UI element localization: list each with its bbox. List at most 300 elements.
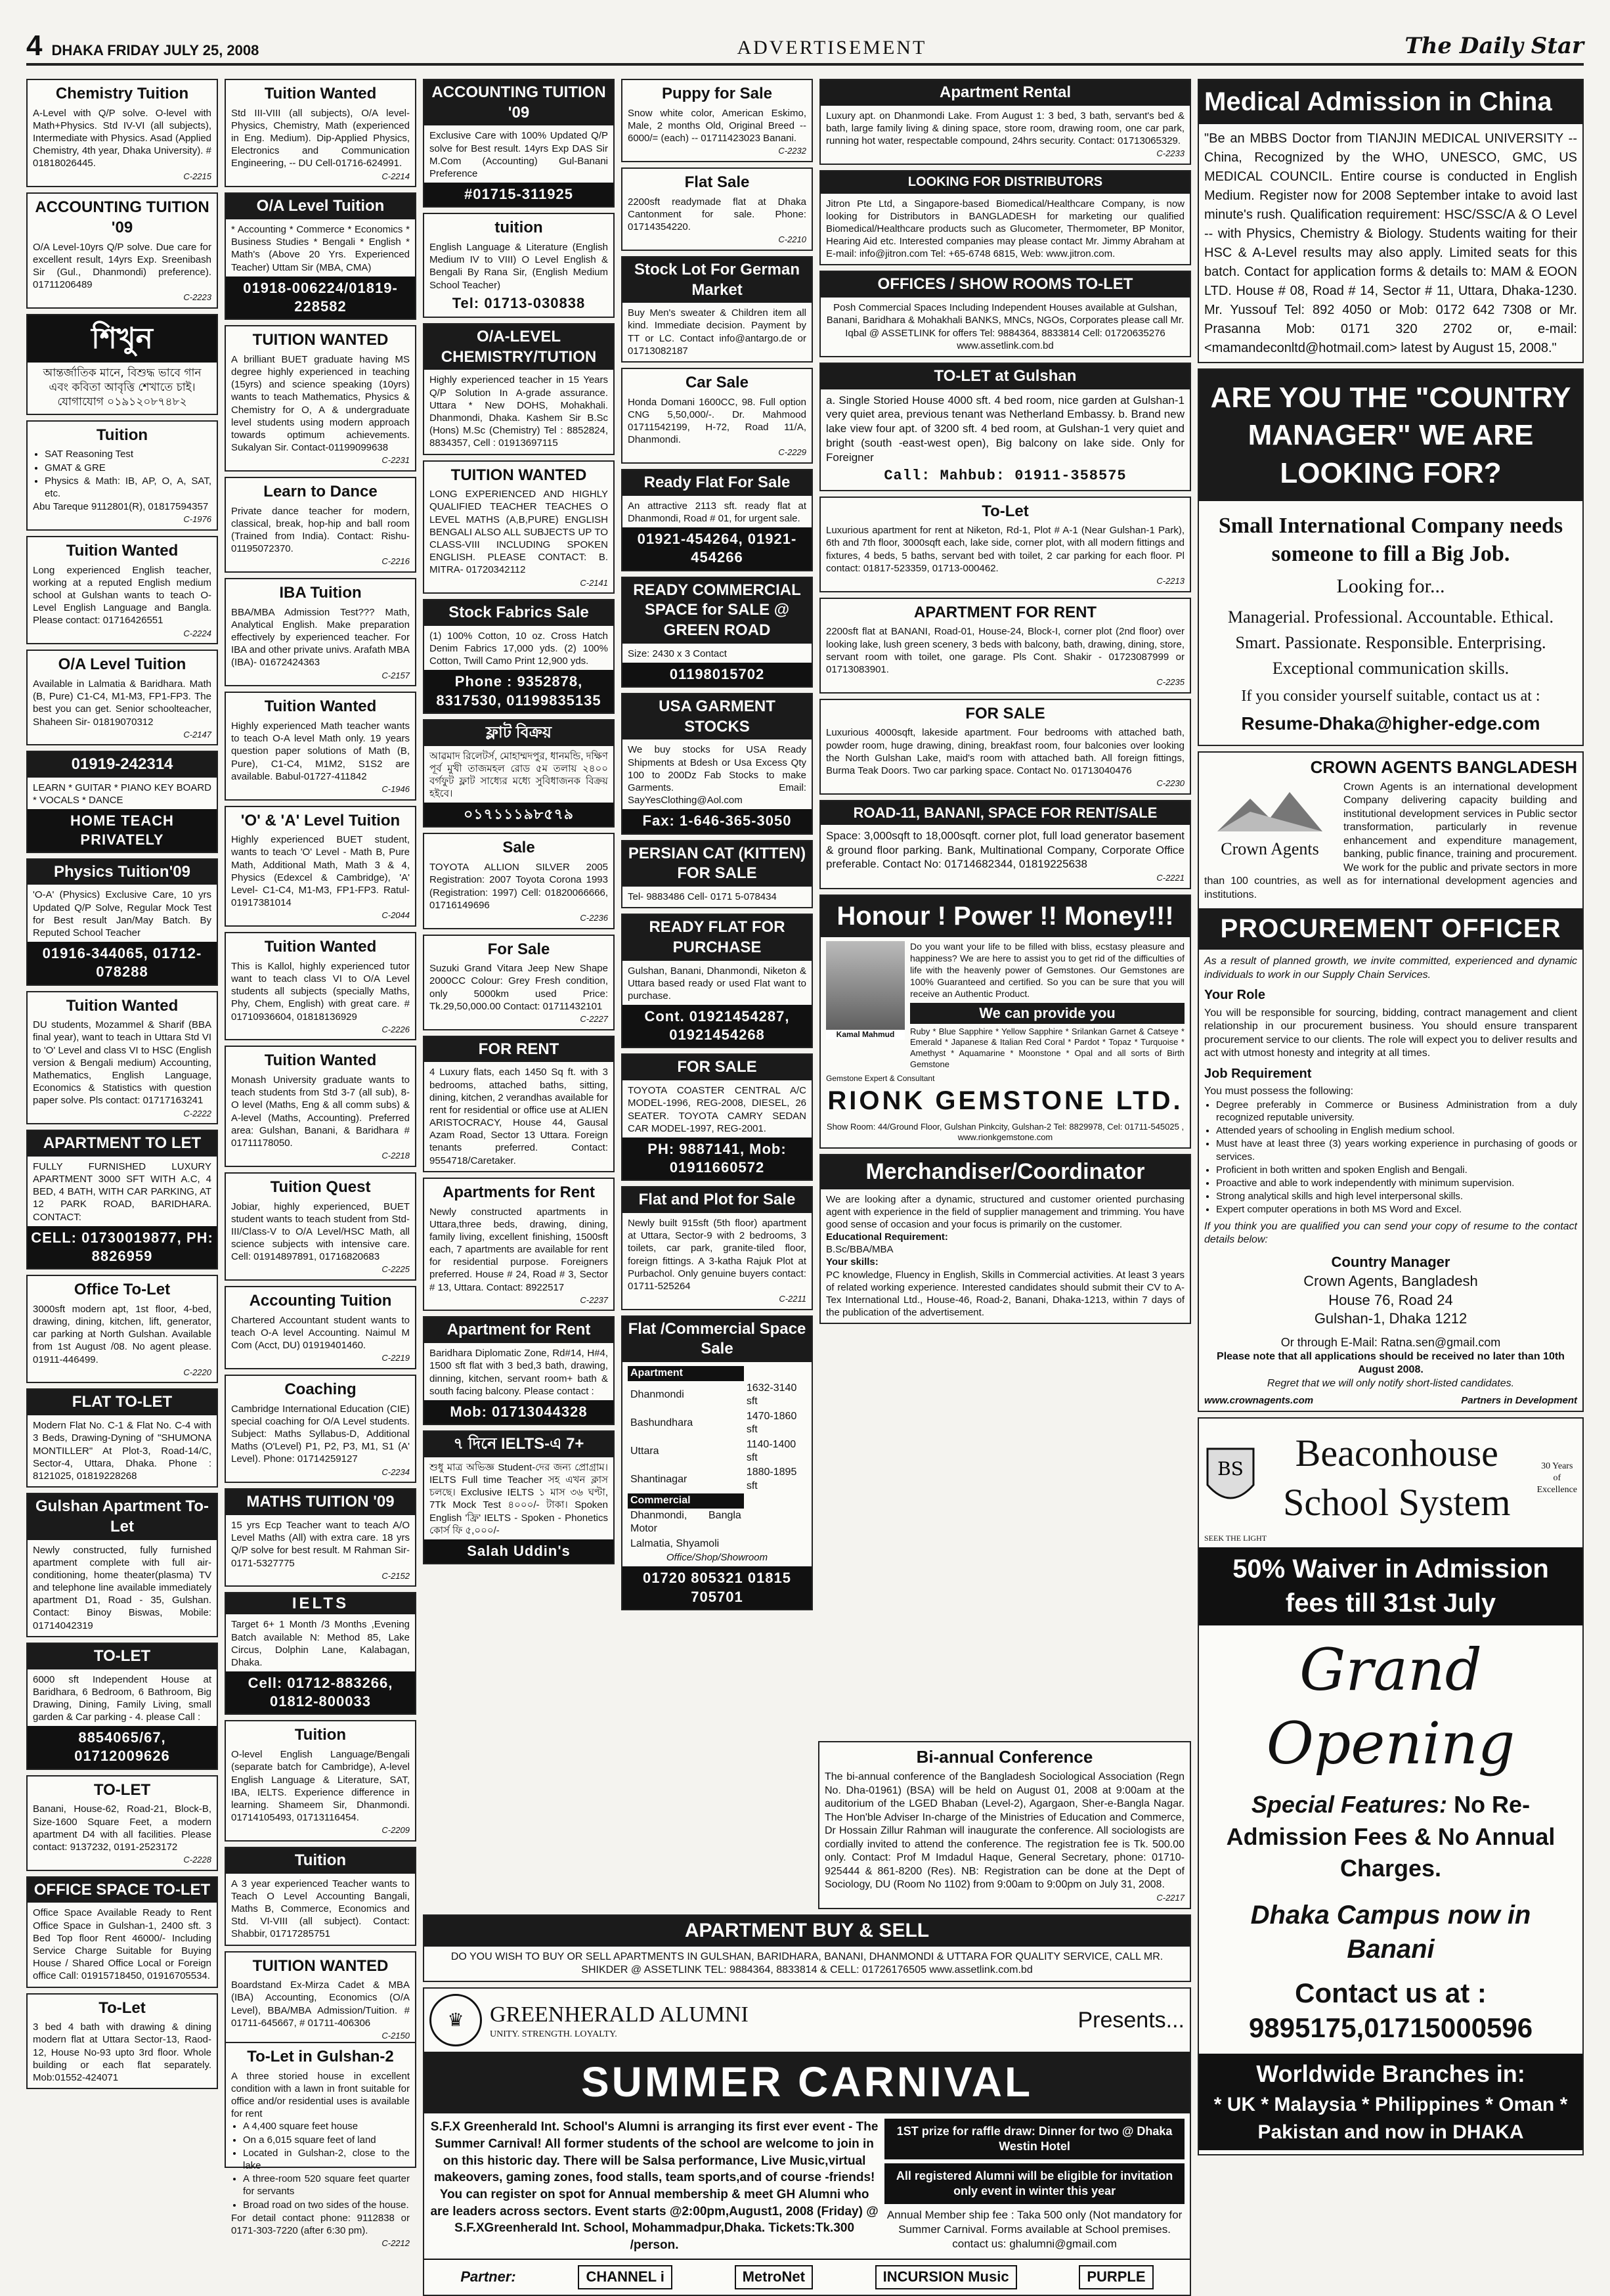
classified-ad[interactable] — [423, 599, 615, 714]
ad-title: শিখুন — [28, 315, 217, 363]
table-row — [628, 1438, 806, 1466]
classified-ad[interactable] — [621, 1053, 813, 1181]
ad-body: (1) 100% Cotton, 10 oz. Cross Hatch Denim Fabrics 17,000 yds. (2) 100% Cotton, Twill Camo Print 12,900 yds. — [429, 630, 608, 667]
table-cell: Shantinagar — [630, 1473, 687, 1485]
ad-title: TUITION WANTED — [252, 331, 389, 349]
skills-label: Your skills: — [826, 1256, 879, 1268]
ad-title: Coaching — [284, 1380, 357, 1398]
ad-body: a. Single Storied House 4000 sft. 4 bed room, nice garden at Gulshan-1 very quiet area, previous tenant was Netherland Embassy. b. Brand new lake view four apt. of 3200 sft. 4 bed room, at Gulshan-1 very quiet and bright (south -east-west open), Big balcony on lake side. Only for Foreigner — [826, 393, 1185, 464]
classified-ad[interactable] — [26, 1993, 218, 2090]
ad-title: Flat Sale — [684, 173, 750, 191]
ad-code: C-2210 — [778, 234, 806, 245]
honour-body — [821, 937, 1190, 1074]
school-name: GREENHERALD ALUMNI — [490, 2002, 749, 2027]
ad-body: Tel- 9883486 Cell- 0171 5-078434 — [628, 891, 777, 902]
classified-ad[interactable] — [423, 719, 615, 828]
ad-body: A-Level with Q/P solve. O-level with Math+Physics. Std IV-VI (all subjects), Intermediate with Physics. Asad (Applied Chemistry, 4th year, Dhaka University). # 01818026445. — [33, 107, 211, 169]
list-item: • Physics & Math: IB, AP, O, A, SAT, etc. — [45, 475, 211, 500]
ad-phone: Cell: 01712-883266, 01812-800033 — [226, 1671, 415, 1713]
ad-code: C-2217 — [1156, 1893, 1185, 1903]
ad-title: ফ্লাট বিক্রয় — [424, 720, 613, 746]
ad-title: TO-LET at Gulshan — [821, 364, 1190, 389]
ad-title: IBA Tuition — [279, 584, 362, 602]
crown-address — [1204, 1253, 1577, 1328]
table-cell: Dhanmondi, Bangla Motor — [630, 1509, 741, 1535]
ad-contact: For detail contact phone: 9112838 or 0171-303-7220 (after 6:30 pm). — [231, 2212, 410, 2236]
ad-phone: 01916-344065, 01712-078288 — [28, 942, 217, 984]
ad-body: Chartered Accountant student wants to teach O-A level Accounting. Naimul M Com (Acct, DU) 01919401460. — [231, 1314, 410, 1352]
beacon-motto: SEEK THE LIGHT — [1204, 1533, 1267, 1543]
post-sub: As a result of planned growth, we invite committed, experienced and dynamic individuals to work in our Supply Chain Services. — [1204, 956, 1577, 981]
school-name-block — [490, 2000, 749, 2041]
crown-email[interactable]: Or through E-Mail: Ratna.sen@gmail.com — [1280, 1335, 1501, 1349]
ad-body: This is Kallol, highly experienced tutor want to teach class VI to O/A Level students all subjects (specially Maths, Phy, Chem, English) with great care. # 01710936604, 01818136929 — [231, 960, 410, 1023]
branches-list: * UK * Malaysia * Philippines * Oman * Pakistan and now in DHAKA — [1213, 2093, 1568, 2143]
ad-title: TO-LET — [28, 1644, 217, 1669]
classified-ad[interactable] — [225, 806, 416, 927]
ad-title: To-Let in Gulshan-2 — [247, 2048, 394, 2065]
table-cell — [744, 1366, 806, 1380]
table-cell: Apartment — [628, 1366, 744, 1380]
ad-body: Jitron Pte Ltd, a Singapore-based Biomedical/Healthcare Company, is now looking for Distributors in BANGLADESH for marketing our qualified Biomedical/Healthcare products such as Glucometer, Thermometer, BP Monitor, Hearing Aid etc. Interested companies may please contact Mr. Jimmy Abraham at E-mail: info@jitron.com Tel: +65-6748 6815, Web: www.jitron.com. — [826, 198, 1185, 260]
carnival-header — [424, 1989, 1190, 2052]
ad-body: English Language & Literature (English Medium IV to VIII) O Level English & Bengali By Rana Sir, (English Medium School Teacher) — [429, 242, 608, 291]
svg-text:BS: BS — [1217, 1457, 1244, 1480]
ad-title: Flat and Plot for Sale — [622, 1187, 812, 1213]
honour-sub: We can provide you — [910, 1003, 1185, 1024]
classified-ad[interactable] — [225, 1488, 416, 1587]
ad-body: Highly experienced BUET student, wants to teach 'O' Level - Math B, Pure Math, Additional Math, Math 3 & 4, Physics (Edexcel & Cambridge), 'A' Level- C1-C4, M1-M3, FP1-FP3. Ratul-01917381014 — [231, 834, 410, 909]
ad-body: 15 yrs Ecp Teacher want to teach A/O Level Maths (All) with extra care. 18 yrs Q/P solve for best result. M Rahman Sir- 0171-5327775 — [231, 1519, 410, 1569]
ad-phone: 8854065/67, 01712009626 — [28, 1726, 217, 1768]
classified-ad[interactable] — [26, 1493, 218, 1637]
ad-title: LOOKING FOR DISTRIBUTORS — [821, 171, 1190, 194]
ad-list — [243, 2120, 410, 2211]
beacon-name: Beaconhouse School System — [1283, 1432, 1511, 1524]
classified-ad[interactable] — [621, 167, 813, 251]
dateline-block — [26, 30, 259, 62]
paper-logo: The Daily Star — [1404, 33, 1584, 59]
alumni-invite: All registered Alumni will be eligible for invitation only event in winter this year — [884, 2163, 1185, 2204]
ad-title: Gulshan Apartment To-Let — [28, 1494, 217, 1539]
address-line: Crown Agents, Bangladesh — [1303, 1273, 1478, 1290]
ad-apartment-buy-sell[interactable] — [423, 1914, 1191, 1982]
ad-body: Luxurious apartment for rent at Niketon, Rd-1, Plot # A-1 (Near Gulshan-1 Park), 6th and 7th floor, 3000sqft each, lake side, corner plot, with all modern fittings and fixtures, 4 beds, 5 baths, servant bed with toilet, 2 car parking for each floor. Pl contact: 01817-523359, 01713-000462. — [826, 525, 1185, 574]
beacon-waiver: 50% Waiver in Admission fees till 31st July — [1199, 1547, 1582, 1625]
table-cell: 1140-1400 sft — [746, 1438, 796, 1463]
ad-code: C-2157 — [381, 670, 410, 680]
ad-tag: Office/Shop/Showroom — [666, 1552, 768, 1564]
ad-title: Car Sale — [685, 374, 749, 391]
list-item: • Located in Gulshan-2, close to the lake — [243, 2147, 410, 2172]
ad-phone: 01921-454264, 01921-454266 — [622, 527, 812, 569]
table-cell: Uttara — [630, 1445, 659, 1457]
ad-body: Luxury apt. on Dhanmondi Lake. From August 1: 3 bed, 3 bath, servant's bed & bath, large family living & dining space, store room, drawing room, one car park, running hot water, respectable compound, 24hrs security. Contact: 01713065329. — [826, 110, 1185, 147]
classified-ad[interactable] — [225, 1951, 416, 2047]
table-row — [628, 1537, 806, 1551]
ad-body: Honda Domani 1600CC, 98. Full option CNG 5,50,000/-. Dr. Mahmood 01711542199, H-72, Road 11/A, Dhanmondi. — [628, 396, 806, 446]
table-cell: Dhanmondi — [630, 1388, 684, 1400]
ad-medical-admission-china[interactable] — [1198, 79, 1584, 363]
ad-title: CROWN AGENTS BANGLADESH — [1310, 757, 1577, 777]
ad-title: MATHS TUITION '09 — [226, 1490, 415, 1515]
honour-text — [910, 941, 1185, 1070]
ad-title: Honour ! Power !! Money!!! — [821, 896, 1190, 937]
role-label: Your Role — [1204, 988, 1265, 1003]
ad-title: Stock Lot For German Market — [622, 257, 812, 303]
ad-body: Suzuki Grand Vitara Jeep New Shape 2000CC Colour: Grey Fresh condition, only 5000km used Price: Tk.29,50,000.00 Contact: 01711432101 — [429, 963, 608, 1012]
ad-code: C-2235 — [1156, 677, 1185, 688]
ad-title: Stock Fabrics Sale — [424, 600, 613, 626]
ad-merchandiser[interactable] — [819, 1154, 1191, 1324]
ad-to-let-niketon[interactable] — [819, 497, 1191, 592]
cm-email[interactable]: Resume-Dhaka@higher-edge.com — [1241, 713, 1540, 734]
ad-body: Target 6+ 1 Month /3 Months ,Evening Batch available N: Method 85, Lake Circus, Dolphin Lane, Kalabagan, Dhaka. — [231, 1619, 410, 1668]
ad-to-let-gulshan[interactable] — [819, 363, 1191, 491]
carnival-body — [424, 2113, 1190, 2259]
ad-to-let-gulshan-2[interactable] — [225, 2042, 416, 2249]
edu-label: Educational Requirement: — [826, 1231, 948, 1243]
classified-ad[interactable] — [621, 256, 813, 363]
req-item: • Attended years of schooling in English medium school. — [1216, 1124, 1577, 1137]
classified-ad[interactable] — [225, 192, 416, 320]
column-1 — [26, 79, 218, 2168]
ad-title: Tuition Wanted — [264, 1051, 377, 1070]
classified-ad[interactable] — [423, 1178, 615, 1312]
classified-ad[interactable] — [621, 1315, 813, 1610]
classified-ad[interactable] — [26, 991, 218, 1125]
ad-body: We are looking after a dynamic, structured and customer oriented purchasing agent with experience in the field of supplier management and trimming. You have good sense of occasion and your focus is primarily on the customer. — [826, 1193, 1185, 1230]
ad-body: Newly constructed apartments in Uttara,three beds, drawing, dining, family living, excellent finishing, 1500sft each, 7 apartments are available for rent for residential purpose. Foreigners preferred. House # 24, Road # 3, Sector # 13, Uttara. Contact: 8922517 — [429, 1206, 608, 1293]
ad-title: Tuition — [226, 1848, 415, 1874]
ad-title: Tuition Wanted — [66, 541, 179, 560]
ad-summer-carnival[interactable] — [423, 1987, 1191, 2295]
ad-body: Office Space Available Ready to Rent Office Space in Gulshan-1, 2400 sft. 3 Bed Top floor Rent 46000/- Including Service Charge Suitable for Buying House / Shared Office Local or Foreign office Call: 01915718450, 01916705534. — [33, 1907, 211, 1982]
ad-body: DO YOU WISH TO BUY OR SELL APARTMENTS IN GULSHAN, BARIDHARA, BANANI, DHANMONDI & UTTARA FOR QUALITY SERVICE, CALL MR. SHIKDER @ ASSETLINK TEL: 9884364, 8833814 & CELL: 01726176505 www.assetlink.com.bd — [450, 1951, 1164, 1976]
table-cell: 1470-1860 sft — [746, 1410, 797, 1436]
classified-ad[interactable] — [225, 692, 416, 800]
classified-ad[interactable] — [26, 192, 218, 309]
ad-title: PERSIAN CAT (KITTEN) FOR SALE — [622, 841, 812, 887]
ad-body: A brilliant BUET graduate having MS degree highly experienced in teaching (15yrs) and science speaking (10yrs) wants to teach Mathematics, Physics & Chemistry for O, A & undergraduate level students using modern approach towards optimum achievements. Sukalyan Sir. Contact-01199099638 — [231, 353, 410, 454]
crown-web[interactable]: www.crownagents.com — [1204, 1395, 1314, 1407]
ad-title: Tuition Wanted — [264, 697, 377, 716]
classified-ad[interactable] — [621, 1186, 813, 1310]
crown-deadline: Please note that all applications should be received no later than 10th August 2008. — [1217, 1350, 1565, 1376]
classified-ad[interactable] — [621, 914, 813, 1048]
classified-ad[interactable] — [225, 1375, 416, 1483]
ad-code: C-2221 — [1156, 873, 1185, 883]
classified-ad[interactable] — [26, 1130, 218, 1269]
ad-distributors[interactable] — [819, 170, 1191, 266]
classified-ad[interactable] — [621, 79, 813, 162]
ad-title: Apartments for Rent — [442, 1183, 596, 1201]
ad-title: 01919-242314 — [28, 752, 217, 778]
ad-title: Tuition Quest — [270, 1178, 371, 1196]
classified-ad[interactable] — [225, 932, 416, 1040]
ad-body: Highly experienced Math teacher wants to teach O-A level Math only. 19 years question paper solutions of Math (B, Pure), C1-C4, M1M2, S1S2 are available. Babul-01727-411842 — [231, 720, 410, 782]
req-item: • Proactive and able to work independently with minimum supervision. — [1216, 1177, 1577, 1189]
ad-title: Tuition Wanted — [264, 938, 377, 956]
ad-road-11-banani[interactable] — [819, 800, 1191, 889]
cm-looking: Looking for... — [1336, 575, 1445, 597]
ad-title: READY FLAT FOR PURCHASE — [622, 915, 812, 960]
address-line: Country Manager — [1331, 1254, 1450, 1271]
crown-regret: Regret that we will only notify short-listed candidates. — [1267, 1377, 1515, 1389]
classified-ad[interactable] — [26, 1643, 218, 1770]
ad-title: TO-LET — [93, 1780, 151, 1799]
classified-ad[interactable] — [225, 1720, 416, 1841]
ad-code: C-2226 — [381, 1024, 410, 1034]
ad-code: C-2237 — [580, 1294, 608, 1305]
beacon-grand-opening: Grand Opening — [1266, 1635, 1515, 1778]
ad-title: To-Let — [982, 502, 1029, 520]
ad-body: TOYOTA ALLION SILVER 2005 Registration: 2007 Toyota Corona 1993 (Registration: 1997) Cell: 01820066666, 01716149696 — [429, 862, 608, 911]
beacon-features — [1204, 1789, 1577, 1885]
classified-ad[interactable] — [423, 79, 615, 208]
school-motto: UNITY. STRENGTH. LOYALTY. — [490, 2029, 617, 2040]
ad-list — [45, 448, 211, 500]
membership-fee: Annual Member ship fee : Taka 500 only (Not mandatory for Summer Carnival. Forms available at School premises. contact us: ghalumni@gmail.com — [886, 2209, 1183, 2250]
ad-title: TUITION WANTED — [252, 1956, 389, 1975]
table-cell: 1632-3140 sft — [746, 1382, 797, 1407]
ad-code: C-2225 — [381, 1264, 410, 1275]
classified-ad[interactable] — [423, 1430, 615, 1564]
classified-ad[interactable] — [225, 477, 416, 573]
carnival-text: S.F.X Greenherald Int. School's Alumni is arranging its first ever event - The Summer Carnival! All former students of the school are welcome to join in on this historic day. There will be Salsa performance, Live Music,virtual makeovers, gaming zones, food stalls, team sports,and of course -friends! You can register on spot for Annual membership & meet GH Alumni who are leaders across sectors. Event starts @2:00pm,August1, 2008 (Friday) @ S.F.XGreenherald Int. School, Mohammadpur,Dhaka. Tickets:Tk.300 /person. — [430, 2120, 879, 2252]
classified-ad[interactable] — [26, 858, 218, 986]
classified-ad[interactable] — [26, 314, 218, 415]
page-number: 4 — [26, 30, 43, 62]
ad-code: C-1946 — [381, 784, 410, 794]
ad-body: Jobiar, highly experienced, BUET student wants to teach student from Std-III/Class-V to O/A Level/HSC Math, all science subjects with intensive care. Cell: 01914897891, 01716820683 — [231, 1201, 410, 1263]
ad-phone: Mob: 01713044328 — [424, 1400, 613, 1424]
ad-body: Gulshan, Banani, Dhanmondi, Niketon & Uttara based ready or used Flat want to purchase. — [628, 965, 806, 1002]
classified-ad[interactable] — [225, 578, 416, 686]
ad-title: For Sale — [487, 940, 550, 958]
ad-body: O-level English Language/Bengali (separate batch for Cambridge), A-level English Language & Literature, SAT, IBA, IELTS. Experience difference in learning. Shameem Sir, Dhanmondi. 01714105493, 01713116454. — [231, 1749, 410, 1824]
classified-ad[interactable] — [26, 1388, 218, 1488]
ad-title: Merchandiser/Coordinator — [821, 1155, 1190, 1189]
space-table — [628, 1366, 806, 1551]
ad-body: Highly experienced teacher in 15 Years Q/P Solution In A-grade assurance. Uttara * New DOHS, Mohakhali. Dhanmondi, Dhaka. Kashem Sir B.Sc (Hons) M.Sc (Chemistry) Tel : 8852824, 8834357, Cell : 01913697115 — [429, 374, 608, 449]
ad-title: FLAT TO-LET — [28, 1390, 217, 1415]
section-title: ADVERTISEMENT — [737, 37, 927, 58]
ad-title: READY COMMERCIAL SPACE for SALE @ GREEN ROAD — [622, 578, 812, 644]
classified-ad[interactable] — [26, 751, 218, 852]
ad-body: শুধু মাত্র অভিজ্ঞ Student-দের জন্য প্রোগ্রাম। IELTS Full time Teacher সহ এখন ক্লাস চলছে। Exclusive IELTS ১ মাস ৩৬ ঘণ্টা, 7Tk Mock Test ৪০০০/- টাকা। Spoken English 'ফ্রি' IELTS - Spoken - Phonetics কোর্স ফি ৫,০০০/- — [429, 1461, 608, 1536]
classified-ad[interactable] — [225, 1172, 416, 1281]
cm-lead: Small International Company needs someone to fill a Big Job. — [1218, 513, 1563, 567]
ad-code: C-2044 — [381, 910, 410, 921]
partner-logo: PURPLE — [1079, 2265, 1153, 2289]
classified-ad[interactable] — [225, 79, 416, 187]
table-cell — [744, 1509, 806, 1537]
list-item: • Broad road on two sides of the house. — [243, 2199, 410, 2211]
table-row — [628, 1366, 806, 1380]
beacon-years: 30 Years of Excellence — [1536, 1461, 1577, 1495]
address-line: House 76, Road 24 — [1328, 1291, 1453, 1308]
ad-phone: 01198015702 — [622, 663, 812, 686]
ad-body: DU students, Mozammel & Sharif (BBA final year), want to teach in Uttara Std VI to 'O' Level and class VI to HSC (English version & Bengali medium) Accounting, Mathematics, English Language, Economics & Statistics with question paper solve. Pls contact: 01717163241 — [33, 1019, 211, 1107]
req-item: • Must have at least three (3) years working experience in purchasing of goods or services. — [1216, 1137, 1577, 1162]
classified-ad[interactable] — [26, 420, 218, 531]
ad-apartment-rental[interactable] — [819, 79, 1191, 165]
req-item: • Proficient in both written and spoken English and Bengali. — [1216, 1164, 1577, 1176]
ad-honour-power-money[interactable] — [819, 894, 1191, 1149]
ad-body: Long experienced English teacher, working at a reputed English medium school at Gulshan wants to teach O-Level English Language and Bangla. Please contact: 01716426551 — [33, 564, 211, 627]
ad-title: O/A Level Tuition — [226, 194, 415, 219]
ad-body: আন্তর্জাতিক মানে, বিশুদ্ধ ভাবে গান এবং কবিতা আবৃত্তি শেখাতে চাই। যোগাযোগ ০১৯১২০৮৭৪৮২ — [43, 366, 202, 408]
list-item: • GMAT & GRE — [45, 462, 211, 474]
ad-body: "Be an MBBS Doctor from TIANJIN MEDICAL UNIVERSITY -- China, Recognized by the WHO, UNESCO, GMC, US MEDICAL COUNCIL. Entire course is conducted in English Medium. Register now for 2008 September intake to avoid last minute's rush. Qualification requirement: HSC/SSC/A & O Level -- with Physics, Chemistry & Biology. Students waiting for their HSC & A-Level results may also apply. Limited seats for this batch. Contact for application forms & details to: MAM & EOON LTD. House # 08, Road # 14, Sector # 11, Uttara, Dhaka-1230. Mr. Yussouf Tel: 892 4050 or Mob: 0172 642 7308 or Mr. Prasanna Mob: 0171 320 2702 or, e-mail: <mamandeconltd@hotmail.com> latest by August 15, 2008." — [1204, 131, 1577, 356]
ad-code: C-2224 — [183, 628, 211, 638]
ad-body: Posh Commercial Spaces Including Independent Houses available at Gulshan, Banani, Baridhara & Mohakhali BANKS, MNCs, NGOs, Corporates please call Mr. Iqbal @ ASSETLINK for offers Tel: 9884364, 8833814 Cell: 01720635276 www.assetlink.com.bd — [826, 302, 1185, 351]
ad-title: ৭ দিনে IELTS-এ 7+ — [424, 1432, 613, 1457]
ad-body: Luxurious 4000sqft, lakeside apartment. Four bedrooms with attached bath, powder room, huge drawing, dining, breakfast room, four balconies over looking the North Gulshan Lake, maid's room with attached bath. All foreign fittings, Burma Teak Doors. Two car parking space. Contact No. 01713040476 — [826, 727, 1185, 776]
ad-body: Buy Men's sweater & Children item all kind. Immediate decision. Payment by TT or LC. Contact info@antargo.de or 01713082187 — [628, 307, 806, 357]
table-row — [628, 1381, 806, 1409]
feat-value: No Re-Admission Fees & No Annual Charges. — [1226, 1790, 1556, 1882]
classified-ad[interactable] — [423, 1036, 615, 1172]
ad-code: C-2220 — [183, 1367, 211, 1377]
brand-name: RIONK GEMSTONE LTD. — [827, 1086, 1183, 1115]
branches-label: Worldwide Branches in: — [1256, 2060, 1525, 2088]
post-title: PROCUREMENT OFFICER — [1199, 908, 1582, 950]
ad-phone: Call: Mahbub: 01911-358575 — [884, 468, 1127, 485]
column-5-6 — [819, 79, 1191, 1734]
classified-ad[interactable] — [621, 469, 813, 571]
ad-body: Boardstand Ex-Mirza Cadet & MBA (IBA) Accounting, Economics (O/A Level), BBA/MBA Admission/Tuition. # 01711-645667, # 01711-406306 — [231, 1979, 410, 2029]
classified-ad[interactable] — [423, 833, 615, 929]
ad-code: C-2150 — [381, 2031, 410, 2041]
ad-beaconhouse[interactable] — [1198, 1417, 1584, 2155]
beacon-crest-icon — [1204, 1446, 1257, 1511]
ad-phone: 01720 805321 01815 705701 — [622, 1566, 812, 1608]
ad-body: 4 Luxury flats, each 1450 Sq ft. with 3 bedrooms, attached baths, sitting, dining, kitchen, 2 verandhas available for rent for residential or office use at ALIEN ARISTOCRACY, House 44, Gausal Azam Road, Sector 13 Uttara. Foreign tenants preferred. Contact: 9554718/Caretaker. — [429, 1067, 608, 1166]
table-cell: 1880-1895 sft — [746, 1467, 797, 1491]
masthead — [26, 26, 1584, 66]
ad-country-manager[interactable] — [1198, 368, 1584, 746]
classified-ad[interactable] — [621, 840, 813, 909]
ad-body: FULLY FURNISHED LUXURY APARTMENT 3000 SFT WITH A.C, 4 BED, 4 BATH, WITH CAR PARKING, AT 12 PARK ROAD, BARIDHARA. CONTACT: — [33, 1160, 211, 1223]
classified-ad[interactable] — [26, 1876, 218, 1988]
ad-title: Apartment for Rent — [424, 1317, 613, 1343]
classified-ad[interactable] — [621, 693, 813, 835]
classified-ad[interactable] — [423, 935, 615, 1030]
beacon-campus: Dhaka Campus now in Banani — [1250, 1900, 1531, 1964]
ad-body: Snow white color, American Eskimo, Male, 2 months Old, Original Breed -- 6000/= (each) -- 01711423023 Banani. — [628, 107, 806, 144]
ad-title: Medical Admission in China — [1199, 80, 1582, 124]
ad-body: Exclusive Care with 100% Updated Q/P solve for Best result. 14yrs Exp DAS Sir M.Com (Accounting) Gul-Banani Preference — [429, 130, 608, 179]
ad-code: C-2228 — [183, 1855, 211, 1865]
ad-body: Monash University graduate wants to teach students from Std 3-7 (all sub), 8-O level (Maths, Eng & all comm subs) & A-level (Maths, Accounting). Preferred area: Gulshan, Banani, & Baridhara # 01711178050. — [231, 1074, 410, 1149]
table-row — [628, 1465, 806, 1493]
ad-title: Tuition Wanted — [66, 996, 179, 1015]
ad-code: C-2214 — [381, 171, 410, 181]
ad-title: Tuition Wanted — [264, 85, 377, 102]
table-cell: Bashundhara — [630, 1417, 693, 1428]
ad-body: LEARN * GUITAR * PIANO KEY BOARD * VOCALS * DANCE — [33, 782, 212, 806]
classified-ad[interactable] — [26, 79, 218, 187]
ad-title: tuition — [494, 219, 543, 237]
ad-code: C-2215 — [183, 171, 211, 181]
classified-ad[interactable] — [26, 650, 218, 745]
crown-partners: Partners in Development — [1461, 1395, 1577, 1407]
classified-ad[interactable] — [423, 213, 615, 318]
classified-ad[interactable] — [423, 323, 615, 455]
ad-body: LONG EXPERIENCED AND HIGHLY QUALIFIED TEACHER TEACHES O LEVEL MATHS (A,B,PURE) ENGLISH BENGALI ALSO ALL SUBJECTS UP TO CLASS-VIII INCLUDING SPOKEN ENGLISH. PLEASE CONTACT: B. MITRA- 01720342112 — [429, 489, 608, 576]
ad-title: Sale — [502, 839, 535, 857]
classified-ad[interactable] — [26, 1275, 218, 1383]
ad-code: C-2231 — [381, 455, 410, 466]
ad-code: C-2211 — [779, 1294, 806, 1304]
classified-ad[interactable] — [225, 1847, 416, 1946]
apply-text: If you think you are qualified you can send your copy of resume to the contact details below: — [1204, 1220, 1577, 1246]
ad-code: C-2152 — [381, 1570, 410, 1581]
ad-title: O/A Level Tuition — [58, 655, 186, 674]
ad-body: A 3 year experienced Teacher wants to Teach O Level Accounting Bangali, Maths B, Commerce, Economics and Std. VI-VIII (all subject). Contact: Shabbir, 01717285751 — [231, 1878, 410, 1940]
column-2 — [225, 79, 416, 2041]
ad-body: Do you want your life to be filled with bliss, ecstasy pleasure and happiness? We are here to assist you to get rid of the difficulties of life with the heavenly power of Gemstones. Our Gemstones are 100% Guaranteed and certified. So you can be sure that you will receive an Authentic Product. — [910, 941, 1185, 999]
list-item: • A three-room 520 square feet quarter for servants — [243, 2173, 410, 2197]
ad-body: Abu Tareque 9112801(R), 01817594357 — [33, 501, 209, 513]
classified-ad[interactable] — [26, 536, 218, 644]
classified-ad[interactable] — [225, 1592, 416, 1715]
classified-ad[interactable] — [225, 1046, 416, 1166]
classified-ad[interactable] — [225, 325, 416, 472]
crown-agents-logo — [1204, 781, 1336, 860]
person-name: Kamal Mahmud — [826, 1030, 905, 1040]
ad-title: ACCOUNTING TUITION '09 — [35, 198, 209, 236]
ad-body: The bi-annual conference of the Bangladesh Sociological Association (Regn No. Dha-01961) (BSA) will be held on August 01, 2008 at 9:00am at the auditorium of the LGED Bhaban (Level-2), Agargaon, Sher-e-Bangla Nagar. The Hon'ble Adviser In-charge of the Ministries of Education and Commerce, Dr Hossain Zillur Rahman will inaugurate the conference. All sociologists are cordially invited to attend the conference. The registration fee is Tk. 500.00 only. Contact: Prof M Imdadul Haque, General Secretary, phone: 01710-925444 & 861-8200 (Res). NB: Registration can be done at the Dept of Sociology, DU (Room No 1102) from 9:00am to 9:00pm on July 31, 2008. — [825, 1771, 1185, 1891]
address-line: Gulshan-1, Dhaka 1212 — [1314, 1310, 1468, 1327]
ad-body: An attractive 2113 sft. ready flat at Dhanmondi, Road # 01, for urgent sale. — [628, 500, 806, 524]
ad-code: C-2219 — [381, 1353, 410, 1363]
ad-code: C-2147 — [183, 729, 211, 740]
classified-ad[interactable] — [225, 1286, 416, 1369]
ad-body: Private dance teacher for modern, classical, break, hop-hip and ball room (Trained from India). Contact: Rishu-01195072370. — [231, 505, 410, 555]
table-row — [628, 1409, 806, 1438]
ad-code: C-2218 — [381, 1151, 410, 1161]
classified-ad[interactable] — [621, 368, 813, 464]
req-label: Job Requirement — [1204, 1066, 1312, 1081]
ad-phone: #01715-311925 — [424, 183, 613, 206]
ad-apartment-for-rent[interactable] — [819, 598, 1191, 694]
classified-ad[interactable] — [26, 1775, 218, 1871]
req-item: • Expert computer operations in both MS Word and Excel. — [1216, 1203, 1577, 1216]
ad-offices[interactable] — [819, 271, 1191, 357]
carnival-title: SUMMER CARNIVAL — [424, 2052, 1190, 2113]
req-intro: You must possess the following: — [1204, 1086, 1354, 1097]
classified-ad[interactable] — [621, 577, 813, 688]
ad-title: O/A-LEVEL CHEMISTRY/TUTION — [424, 324, 613, 370]
ad-bi-annual-conference[interactable] — [818, 1741, 1191, 1909]
crown-logo-icon — [1211, 785, 1329, 838]
classified-ad[interactable] — [423, 1316, 615, 1425]
ad-for-sale-lakeside[interactable] — [819, 699, 1191, 795]
school-crest-icon: ♛ — [429, 1994, 482, 2046]
classified-ad[interactable] — [423, 460, 615, 594]
ad-phone: 01918-006224/01819-228582 — [226, 276, 415, 319]
ad-crown-agents[interactable] — [1198, 751, 1584, 1413]
ad-title: To-Let — [98, 1998, 146, 2017]
ad-phone: Tel: 01713-030838 — [452, 294, 586, 311]
role-body: You will be responsible for sourcing, bidding, contract management and client relationship in our procurement business. You should ensure transparent procurement service to our clients. The role will expect you to deliver results and act with utmost honesty and integrity at all times. — [1204, 1007, 1577, 1059]
ad-title: APARTMENT BUY & SELL — [424, 1916, 1190, 1946]
ad-title: APARTMENT TO LET — [28, 1131, 217, 1157]
ad-body: O/A Level-10yrs Q/P solve. Due care for excellent result, 14yrs Exp. Sreenibash Sir (Gul., Dhanmondi) preference). 01711206489 — [33, 241, 211, 291]
